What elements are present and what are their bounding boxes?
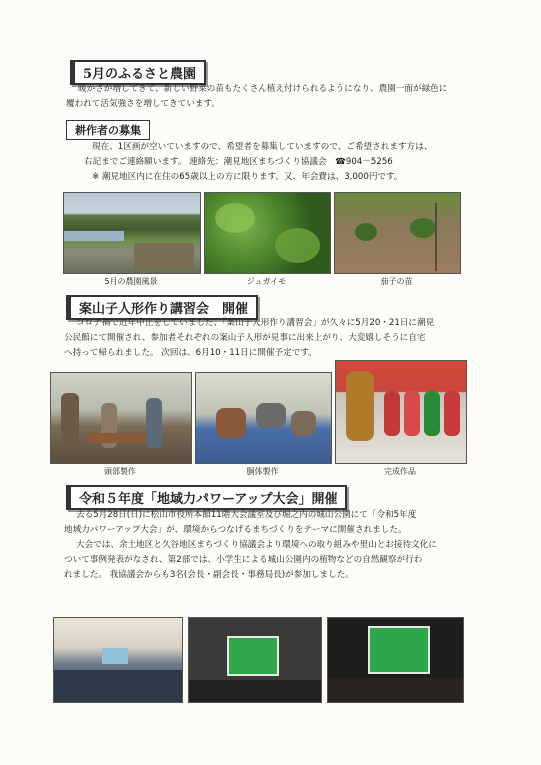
text-line: ついて事例発表がなされ、第2部では、小学生による城山公園内の植物などの自然観察が行わ	[64, 555, 423, 565]
text-line: コロナ禍で近年中止をしていました、「案山子人形作り講習会」が久々に5月20・21日に潮見	[76, 318, 435, 328]
text-line: 大会では、余土地区と久谷地区まちづくり協議会より環境への取り組みや里山とお接待文化に	[76, 540, 437, 550]
caption-potato: ジュガイモ	[246, 277, 287, 286]
photo-finished-work	[335, 360, 467, 464]
text-line: 去る5月28日(日)に松山市役所本館11階大会議室及び堀之内の城山公園にて「令和5年度	[76, 510, 417, 520]
caption-body-making: 胴体製作	[246, 467, 279, 476]
text-line: れました。 我協議会からも3名(会長・副会長・事務局長)が参加しました。	[64, 570, 354, 580]
caption-head-making: 頭部製作	[104, 467, 136, 476]
photo-body-making	[195, 372, 332, 464]
text-line: 右記までご連絡願います。 連絡先：潮見地区まちづくり協議会 ☎904－5256	[84, 157, 393, 167]
section-title: 令和５年度「地域力パワーアップ大会」開催	[79, 492, 338, 507]
photo-conference-hall	[53, 617, 183, 703]
caption-finished-work: 完成作品	[384, 467, 416, 476]
caption-eggplant: 茄子の苗	[380, 277, 413, 286]
text-line: へ持って帰られました。 次回は、6月10・11日に開催予定です。	[64, 348, 317, 358]
scarecrow-paragraph	[64, 316, 484, 361]
text-line: 地域力パワーアップ大会」が、環境からつなげるまちづくりをテーマに開催されました。	[64, 525, 407, 535]
photo-case-presentation	[327, 617, 464, 703]
caption-farm-scene: 5月の農園風景	[104, 277, 158, 286]
section-title: 5月のふるさと農園	[83, 67, 197, 82]
section-heading-power-up	[66, 485, 347, 510]
photo-potato	[204, 192, 331, 274]
text-line: 暖かさが増してきて、新しい野菜の苗もたくさん植え付けられるようになり、農園一面が緑色に	[78, 84, 448, 94]
section-title: 案山子人形作り講習会 開催	[79, 302, 249, 317]
text-line: 現在、1区画が空いていますので、希望者を募集していますので、ご希望されます方は、	[92, 142, 433, 152]
subheading-recruit	[66, 120, 150, 140]
recruit-paragraph	[84, 140, 492, 185]
farm-paragraph	[66, 82, 486, 112]
photo-eggplant	[334, 192, 461, 274]
text-line: 覆われて活気強さを増してきています。	[66, 99, 221, 109]
photo-head-making	[50, 372, 192, 464]
power-up-paragraph	[64, 508, 484, 583]
subheading-title: 耕作者の募集	[75, 124, 141, 137]
text-line: ※ 潮見地区内に在住の65歳以上の方に限ります。又、年会費は、3,000円です。	[92, 172, 403, 182]
photo-presentation-screen	[188, 617, 322, 703]
photo-farm-scene	[63, 192, 201, 274]
text-line: 公民館にて開催され、参加者それぞれの案山子人形が見事に出来上がり、大変嬉しそうに自宅	[64, 333, 426, 343]
